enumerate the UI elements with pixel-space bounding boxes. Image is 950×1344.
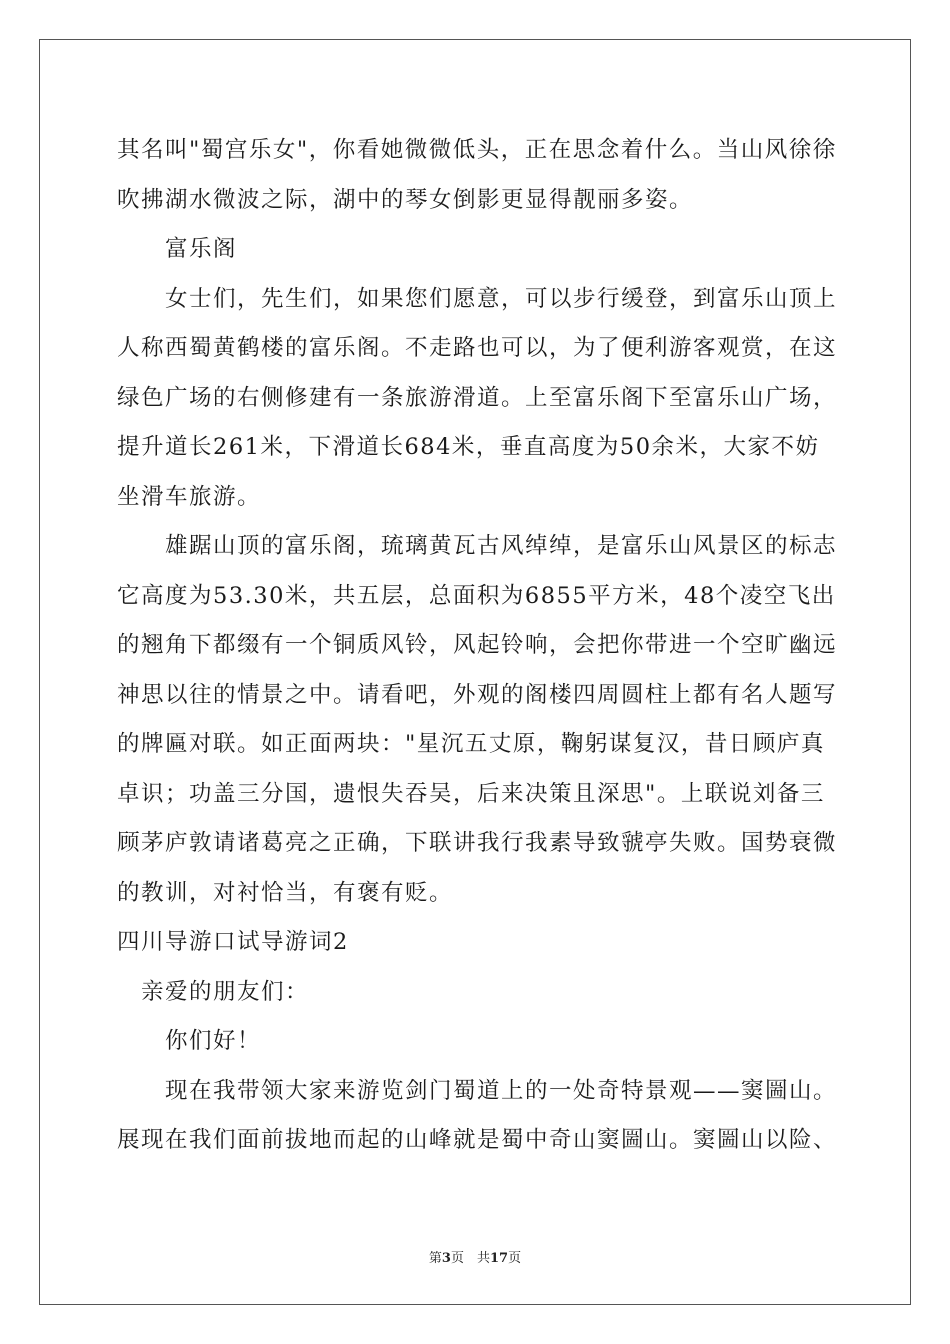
paragraph-4: 雄踞山顶的富乐阁，琉璃黄瓦古风绰绰，是富乐山风景区的标志它高度为53.30米，共五层，总面积为6855平方米，48个凌空飞出的翘角下都缀有一个铜质风铃，风起铃响，会把你带进一个空旷幽远神思以往的情景之中。请看吧，外观的阁楼四周圆柱上都有名人题写的牌匾对联。如正面两块："星沉五丈原，鞠躬谋复汉，昔日顾庐真卓识；功盖三分国，遗恨失吞吴，后来决策且深思"。上联说刘备三顾茅庐敦请诸葛亮之正确，下联讲我行我素导致虢亭失败。国势衰微的教训，对衬恰当，有褒有贬。 [117,533,838,906]
paragraph-3: 女士们，先生们，如果您们愿意，可以步行缓登，到富乐山顶上人称西蜀黄鹤楼的富乐阁。不走路也可以，为了便利游客观赏，在这绿色广场的右侧修建有一条旅游滑道。上至富乐阁下至富乐山广场，提升道长261米，下滑道长684米，垂直高度为50余米，大家不妨坐滑车旅游。 [117,285,838,510]
page-mid: 页 共 [450,1251,490,1266]
greeting: 亲爱的朋友们： [141,978,310,1005]
paragraph-1: 其名叫"蜀宫乐女"，你看她微微低头，正在思念着什么。当山风徐徐吹拂湖水微波之际，湖中的琴女倒影更显得靓丽多姿。 [117,137,837,213]
salutation: 你们好！ [165,1028,262,1054]
document-body [117,126,837,1166]
article-title-2: 四川导游口试导游词2 [117,929,349,955]
page-suffix: 页 [508,1251,522,1266]
page-current: 3 [441,1251,451,1266]
paragraph-8: 现在我带领大家来游览剑门蜀道上的一处奇特景观——窦圌山。展现在我们面前拔地而起的山峰就是蜀中奇山窦圌山。窦圌山以险、 [117,1077,838,1153]
page-number [0,1247,950,1266]
page-total: 17 [489,1251,509,1266]
section-heading-fulege: 富乐阁 [165,236,238,262]
page-prefix: 第 [428,1251,442,1266]
